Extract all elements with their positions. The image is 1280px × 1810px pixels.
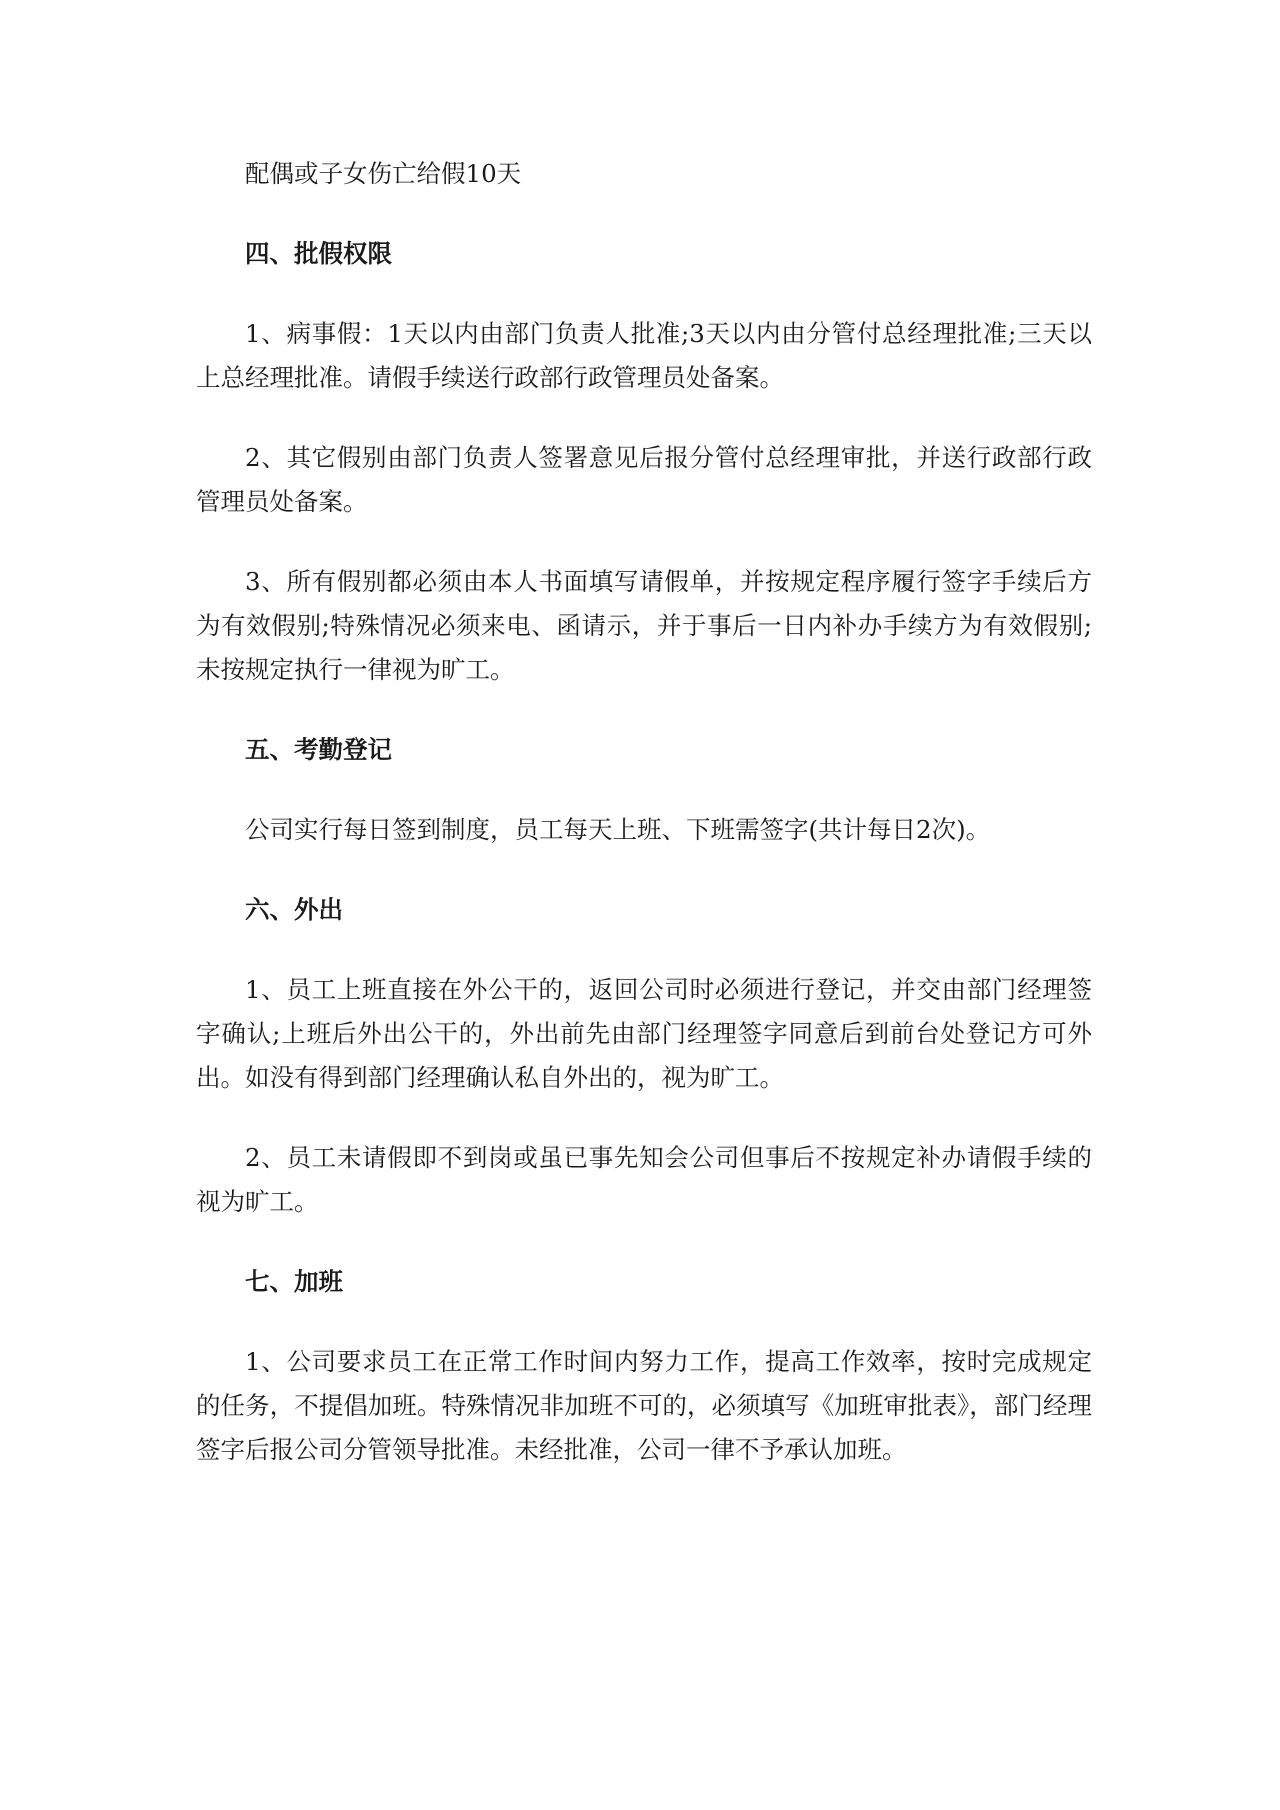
paragraph-attendance: 公司实行每日签到制度，员工每天上班、下班需签字(共计每日2次)。 [245, 815, 991, 844]
paragraph-overtime-1: 1、公司要求员工在正常工作时间内努力工作，提高工作效率，按时完成规定的任务，不提倡加班。特殊情况非加班不可的，必须填写《加班审批表》，部门经理签字后报公司分管领导批准。未经批准，公司一律不予承认加班。 [196, 1347, 1092, 1464]
heading-leave-approval: 四、批假权限 [245, 239, 392, 268]
document-body [196, 152, 1092, 1472]
paragraph-approval-3: 3、所有假别都必须由本人书面填写请假单，并按规定程序履行签字手续后方为有效假别;特殊情况必须来电、函请示，并于事后一日内补办手续方为有效假别;未按规定执行一律视为旷工。 [196, 567, 1092, 684]
heading-going-out: 六、外出 [245, 895, 343, 924]
heading-overtime: 七、加班 [245, 1267, 343, 1296]
paragraph-approval-2: 2、其它假别由部门负责人签署意见后报分管付总经理审批，并送行政部行政管理员处备案。 [196, 443, 1092, 516]
paragraph-spouse-child-leave: 配偶或子女伤亡给假10天 [245, 159, 522, 188]
paragraph-going-out-2: 2、员工未请假即不到岗或虽已事先知会公司但事后不按规定补办请假手续的视为旷工。 [196, 1143, 1092, 1216]
paragraph-approval-1: 1、病事假：1天以内由部门负责人批准;3天以内由分管付总经理批准;三天以上总经理批准。请假手续送行政部行政管理员处备案。 [196, 319, 1092, 392]
paragraph-going-out-1: 1、员工上班直接在外公干的，返回公司时必须进行登记，并交由部门经理签字确认;上班后外出公干的，外出前先由部门经理签字同意后到前台处登记方可外出。如没有得到部门经理确认私自外出的，视为旷工。 [196, 975, 1092, 1092]
heading-attendance: 五、考勤登记 [245, 735, 392, 764]
